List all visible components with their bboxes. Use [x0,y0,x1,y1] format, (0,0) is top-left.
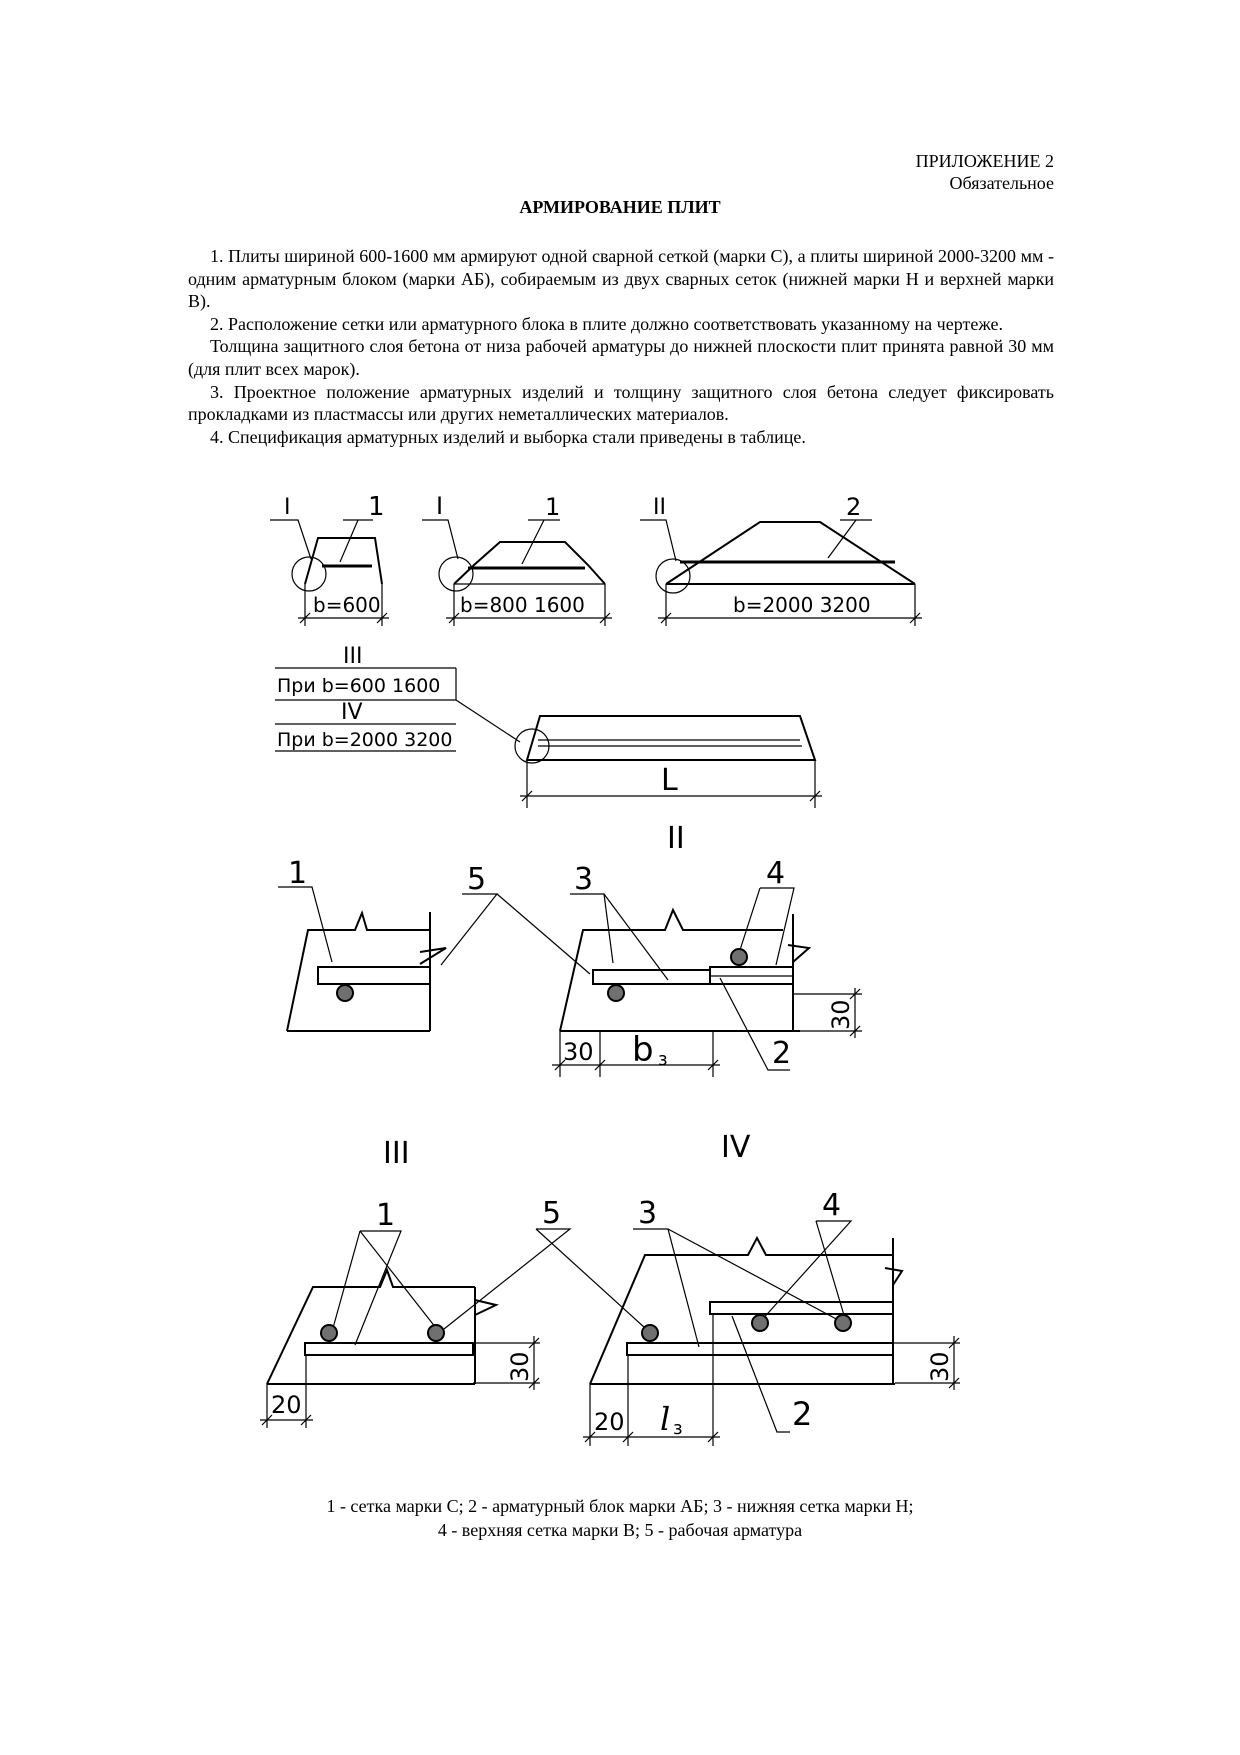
detail-iii [260,1136,645,1428]
legend-line-1: 1 - сетка марки С; 2 - арматурный блок марки АБ; 3 - нижняя сетка марки Н; [326,1496,914,1516]
detail-iii-dim-30: 30 [506,1351,534,1382]
detail-i-mark-5: 5 [467,862,487,897]
section-3-mark: 2 [846,493,862,521]
appendix-label: ПРИЛОЖЕНИЕ 2 [915,151,1054,171]
paragraph-1: 1. Плиты шириной 600-1600 мм армируют одной сварной сеткой (марки С), а плиты шириной 2000-3200 мм - одним арматурным блоком (марки АБ), собираемым из двух сварных сеток (нижней марки Н и верхней марки В). [188,246,1054,312]
detail-iii-dim-20: 20 [271,1391,302,1419]
elevation-note-iii: При b=600 1600 [277,675,441,697]
body-text [188,245,1054,448]
detail-iii-mark-1: 1 [376,1198,396,1233]
detail-ii-mark-4: 4 [766,856,786,891]
detail-ii-title: II [667,821,685,856]
detail-iv-dim-20: 20 [594,1408,625,1436]
appendix-status: Обязательное [949,173,1054,193]
section-b600 [270,492,389,626]
detail-iii-title: III [383,1136,410,1171]
detail-ii-dim-b3: b [632,1030,654,1070]
detail-i [278,856,590,1031]
section-b2000-3200 [640,493,922,626]
paragraph-3: Толщина защитного слоя бетона от низа рабочей арматуры до нижней плоскости плит принята равной 30 мм (для плит всех марок). [188,336,1054,379]
detail-ii [552,821,862,1077]
document-title: АРМИРОВАНИЕ ПЛИТ [519,197,721,217]
elevation-callout-iv: IV [341,700,363,725]
section-1-width: b=600 [313,593,381,617]
section-3-width: b=2000 3200 [733,593,871,617]
section-b800-1600 [422,492,612,626]
reinforcement-drawing [0,480,1240,1490]
detail-ii-dim-30-right: 30 [827,999,855,1030]
detail-iv [583,1130,960,1446]
detail-ii-mark-3: 3 [574,862,594,897]
section-1-mark: 1 [368,492,385,522]
section-2-callout: I [436,492,444,520]
paragraph-2: 2. Расположение сетки или арматурного блока в плите должно соответствовать указанному на чертеже. [210,313,1004,334]
section-1-callout: I [284,495,291,520]
detail-iii-mark-5: 5 [542,1196,562,1231]
section-3-callout: II [653,495,666,520]
section-2-width: b=800 1600 [460,593,585,617]
detail-iv-title: IV [721,1130,751,1165]
elevation-note-iv: При b=2000 3200 [277,729,453,751]
detail-iv-mark-2: 2 [792,1395,813,1433]
section-2-mark: 1 [545,493,561,521]
appendix-header [916,150,1054,194]
legend-line-2: 4 - верхняя сетка марки В; 5 - рабочая арматура [437,1520,803,1540]
detail-ii-dim-30-left: 30 [563,1038,594,1066]
legend [0,1494,1240,1542]
detail-iv-mark-3: 3 [638,1196,658,1231]
paragraph-5: 4. Спецификация арматурных изделий и выборка стали приведены в таблице. [210,426,806,447]
detail-iv-dim-l3: l [660,1400,671,1438]
detail-i-mark-1: 1 [288,856,308,891]
paragraph-4: 3. Проектное положение арматурных изделий и толщину защитного слоя бетона следует фиксировать прокладками из пластмассы или других неметаллических материалов. [188,381,1054,425]
detail-ii-mark-2: 2 [772,1036,792,1071]
elevation-callout-iii: III [343,644,363,669]
plate-elevation [275,644,822,808]
detail-iv-mark-4: 4 [822,1188,842,1223]
detail-iv-dim-l3-sub: з [673,1418,683,1439]
length-label: L [661,763,678,798]
detail-ii-dim-b3-sub: з [658,1049,668,1070]
detail-iv-dim-30: 30 [926,1351,954,1382]
